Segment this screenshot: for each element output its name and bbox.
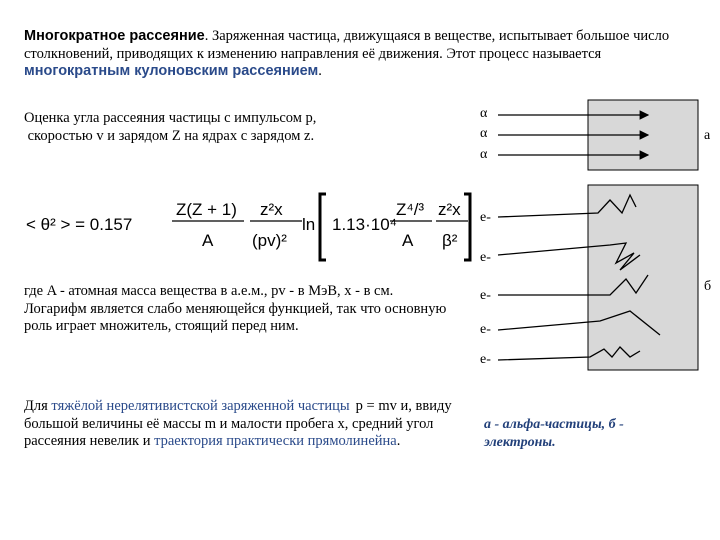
- intro-paragraph: [24, 28, 704, 81]
- electron-label-1: e-: [480, 210, 491, 225]
- formula-frac1-num: Z(Z + 1): [176, 200, 237, 219]
- electron-label-2: e-: [480, 250, 491, 265]
- alpha-label-2: α: [480, 126, 488, 141]
- estimate-line-1: Оценка угла рассеяния частицы с импульсом p,: [24, 110, 317, 126]
- panel-a-label: а: [704, 128, 711, 143]
- scattering-diagram: [470, 95, 720, 385]
- electron-label-5: e-: [480, 352, 491, 367]
- formula-const: 1.13·10⁴: [332, 215, 397, 234]
- formula-frac2-den: (pv)²: [252, 231, 287, 250]
- electron-label-4: e-: [480, 322, 491, 337]
- explanation-paragraph: где A - атомная масса вещества в а.е.м., pv - в МэВ, x - в см. Логарифм является слабо меняющейся функцией, так что основную роль играет множитель, стоящий перед ним.: [24, 283, 447, 334]
- electron-label-3: e-: [480, 288, 491, 303]
- formula-frac4-den: β²: [442, 231, 458, 250]
- formula-lhs: < θ² > = 0.157: [26, 215, 133, 234]
- intro-text-1: . Заряженная частица, движущаяся в веществе, испытывает большое число столкновений, приводящих к изменению направления её движения. Этот процесс называется: [24, 28, 670, 62]
- alpha-label-1: α: [480, 106, 488, 121]
- formula-frac4-num: z²x: [438, 200, 461, 219]
- estimate-paragraph: [24, 110, 424, 145]
- estimate-line-2: скоростью v и зарядом Z на ядрах с зарядом z.: [24, 127, 315, 144]
- heavy-text-1: Для: [24, 398, 52, 414]
- scattering-formula: [24, 186, 474, 264]
- heavy-term-2: траектория практически прямолинейна: [154, 433, 397, 449]
- intro-term: Многократное рассеяние: [24, 28, 205, 44]
- diagram-caption: а - альфа-частицы, б - электроны.: [484, 417, 624, 450]
- panel-b-label: б: [704, 279, 712, 294]
- formula-frac3-den: A: [402, 231, 414, 250]
- formula-frac1-den: A: [202, 231, 214, 250]
- heavy-text-3: .: [396, 433, 401, 449]
- intro-term-2: многократным кулоновским рассеянием: [24, 63, 319, 79]
- formula-ln: ln: [302, 215, 316, 234]
- panel-b-background: [588, 185, 698, 370]
- intro-text-2: .: [318, 63, 322, 79]
- formula-left-bracket: [320, 194, 326, 260]
- formula-frac2-num: z²x: [260, 200, 283, 219]
- heavy-p-letter: p: [355, 398, 363, 414]
- heavy-text-2: = mv и, ввиду большой величины её массы m и малости пробега x, средний угол рассеяния невелик и: [24, 398, 452, 449]
- heavy-term: тяжёлой нерелятивистской заряженной частицы: [51, 398, 350, 414]
- alpha-label-3: α: [480, 147, 488, 162]
- formula-frac3-num: Z⁴/³: [396, 200, 425, 219]
- heavy-particle-paragraph: [24, 398, 460, 451]
